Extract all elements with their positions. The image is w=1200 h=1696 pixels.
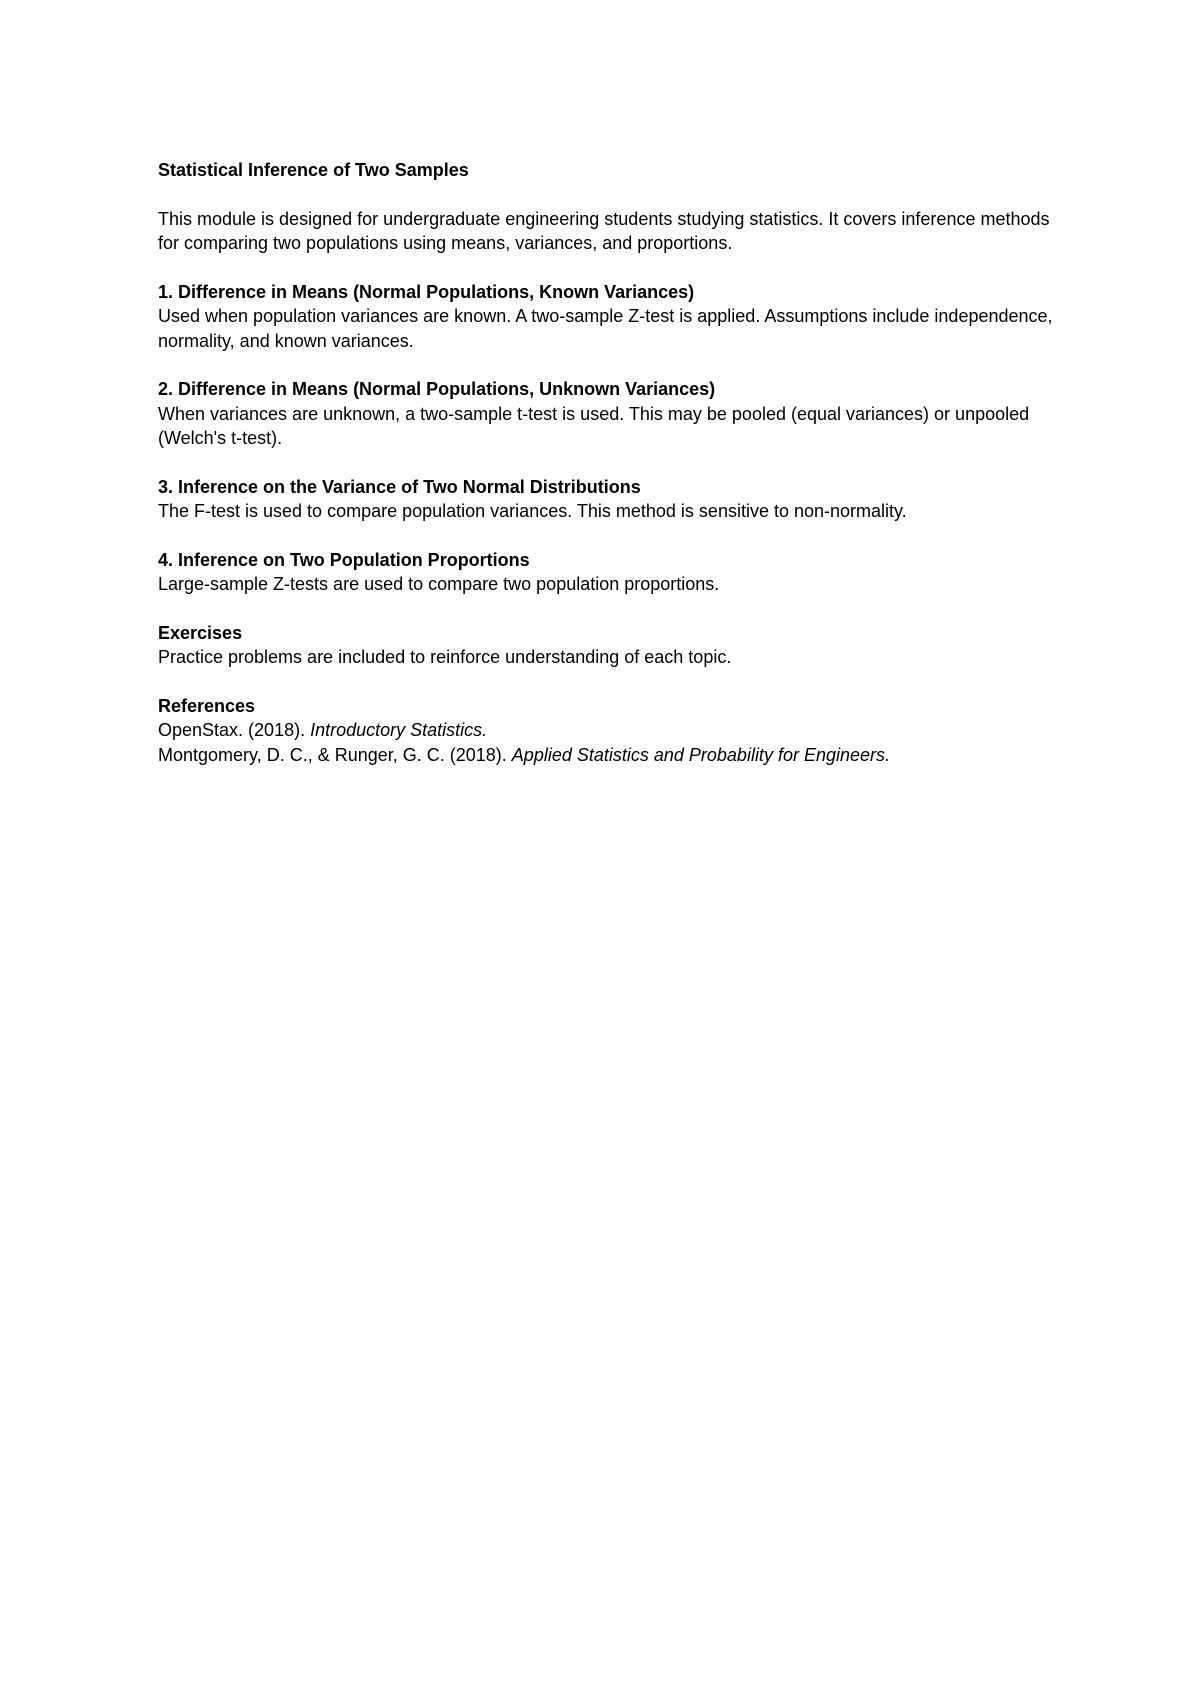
section-heading: 4. Inference on Two Population Proportions xyxy=(158,549,530,570)
reference-prefix: Montgomery, D. C., & Runger, G. C. (2018). xyxy=(158,744,512,765)
section-heading: 2. Difference in Means (Normal Populations, Unknown Variances) xyxy=(158,379,716,399)
section-body: The F-test is used to compare population variances. This method is sensitive to non-normality. xyxy=(158,501,907,521)
section-known-variances xyxy=(158,280,1058,354)
section-variance-inference xyxy=(158,475,1058,524)
intro-paragraph: This module is designed for undergraduate engineering students studying statistics. It covers inference methods for comparing two populations using means, variances, and proportions. xyxy=(158,208,1050,253)
section-references xyxy=(158,694,1058,768)
document-title: Statistical Inference of Two Samples xyxy=(158,160,469,180)
document-page xyxy=(158,158,1058,791)
section-heading: Exercises xyxy=(158,622,243,643)
references-heading: References xyxy=(158,695,256,716)
section-proportions xyxy=(158,548,1058,597)
section-body: When variances are unknown, a two-sample t-test is used. This may be pooled (equal variances) or unpooled (Welch's t-test). xyxy=(158,403,1030,448)
reference-title: Applied Statistics and Probability for Engineers. xyxy=(511,744,890,765)
section-body: Practice problems are included to reinforce understanding of each topic. xyxy=(158,647,732,667)
section-body: Used when population variances are known. A two-sample Z-test is applied. Assumptions include independence, normality, and known variances. xyxy=(158,306,1053,351)
reference-item xyxy=(158,743,1058,768)
section-body: Large-sample Z-tests are used to compare two population proportions. xyxy=(158,574,720,594)
reference-prefix: OpenStax. (2018). xyxy=(158,720,311,740)
section-unknown-variances xyxy=(158,377,1058,451)
section-heading: 1. Difference in Means (Normal Populations, Known Variances) xyxy=(158,281,695,302)
reference-title: Introductory Statistics. xyxy=(310,720,488,740)
section-heading: 3. Inference on the Variance of Two Normal Distributions xyxy=(158,476,641,497)
reference-item xyxy=(158,718,1058,743)
section-exercises xyxy=(158,621,1058,670)
